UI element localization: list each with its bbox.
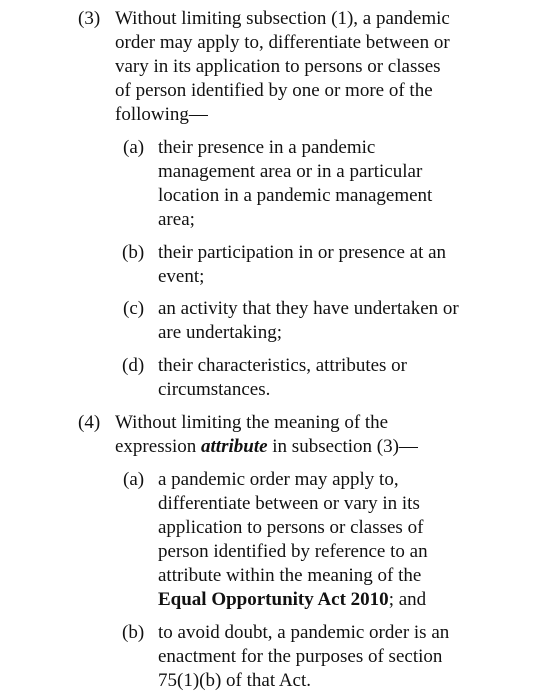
paragraph-3c-text-line: are undertaking; [158,322,282,343]
paragraph-4a-text-line: a pandemic order may apply to, [158,469,399,490]
paragraph-3d-text-line: circumstances. [158,379,271,400]
paragraph-4a-text-line: attribute within the meaning of the [158,565,422,586]
subsection-3-text-line: of person identified by one or more of the [115,80,433,101]
subsection-4-text-before: expression [115,436,202,457]
subsection-3-text-line: following— [115,104,208,125]
paragraph-4b-text-line: enactment for the purposes of section [158,646,443,667]
paragraph-4a-text-line [158,589,426,611]
paragraph-4a-text-line: person identified by reference to an [158,541,428,562]
paragraph-3c-text-line: an activity that they have undertaken or [158,298,459,319]
subsection-3-text-line: order may apply to, differentiate between or [115,32,450,53]
paragraph-4b-label: (b) [122,622,145,643]
paragraph-3d-text-line: their characteristics, attributes or [158,355,408,376]
paragraph-3a-text-line: area; [158,209,195,230]
act-title: Equal Opportunity Act 2010 [158,589,389,610]
paragraph-4b-text-line: 75(1)(b) of that Act. [158,670,312,691]
paragraph-3a-text-line: location in a pandemic management [158,185,433,206]
paragraph-4a-text-after: ; and [388,589,427,610]
subsection-3-number: (3) [78,8,101,29]
paragraph-4a-text-line: differentiate between or vary in its [158,493,420,514]
subsection-4-text-after: in subsection (3)— [267,436,418,457]
paragraph-3b-label: (b) [122,242,145,263]
paragraph-3d-label: (d) [122,355,145,376]
subsection-4-text-line: Without limiting the meaning of the [115,412,389,433]
paragraph-3a-text-line: management area or in a particular [158,161,423,182]
subsection-3-text-line: vary in its application to persons or classes [115,56,441,77]
paragraph-3a-label: (a) [123,137,145,158]
defined-term-attribute: attribute [201,436,268,457]
paragraph-4a-text-line: application to persons or classes of [158,517,424,538]
paragraph-3a-text-line: their presence in a pandemic [158,137,376,158]
paragraph-3b-text-line: their participation in or presence at an [158,242,447,263]
subsection-4-number: (4) [78,412,101,433]
paragraph-4a-label: (a) [123,469,145,490]
paragraph-4b-text-line: to avoid doubt, a pandemic order is an [158,622,450,643]
subsection-4-text-line [115,436,418,458]
paragraph-3b-text-line: event; [158,266,205,287]
subsection-3-text-line: Without limiting subsection (1), a pandemic [115,8,450,29]
paragraph-3c-label: (c) [123,298,145,319]
